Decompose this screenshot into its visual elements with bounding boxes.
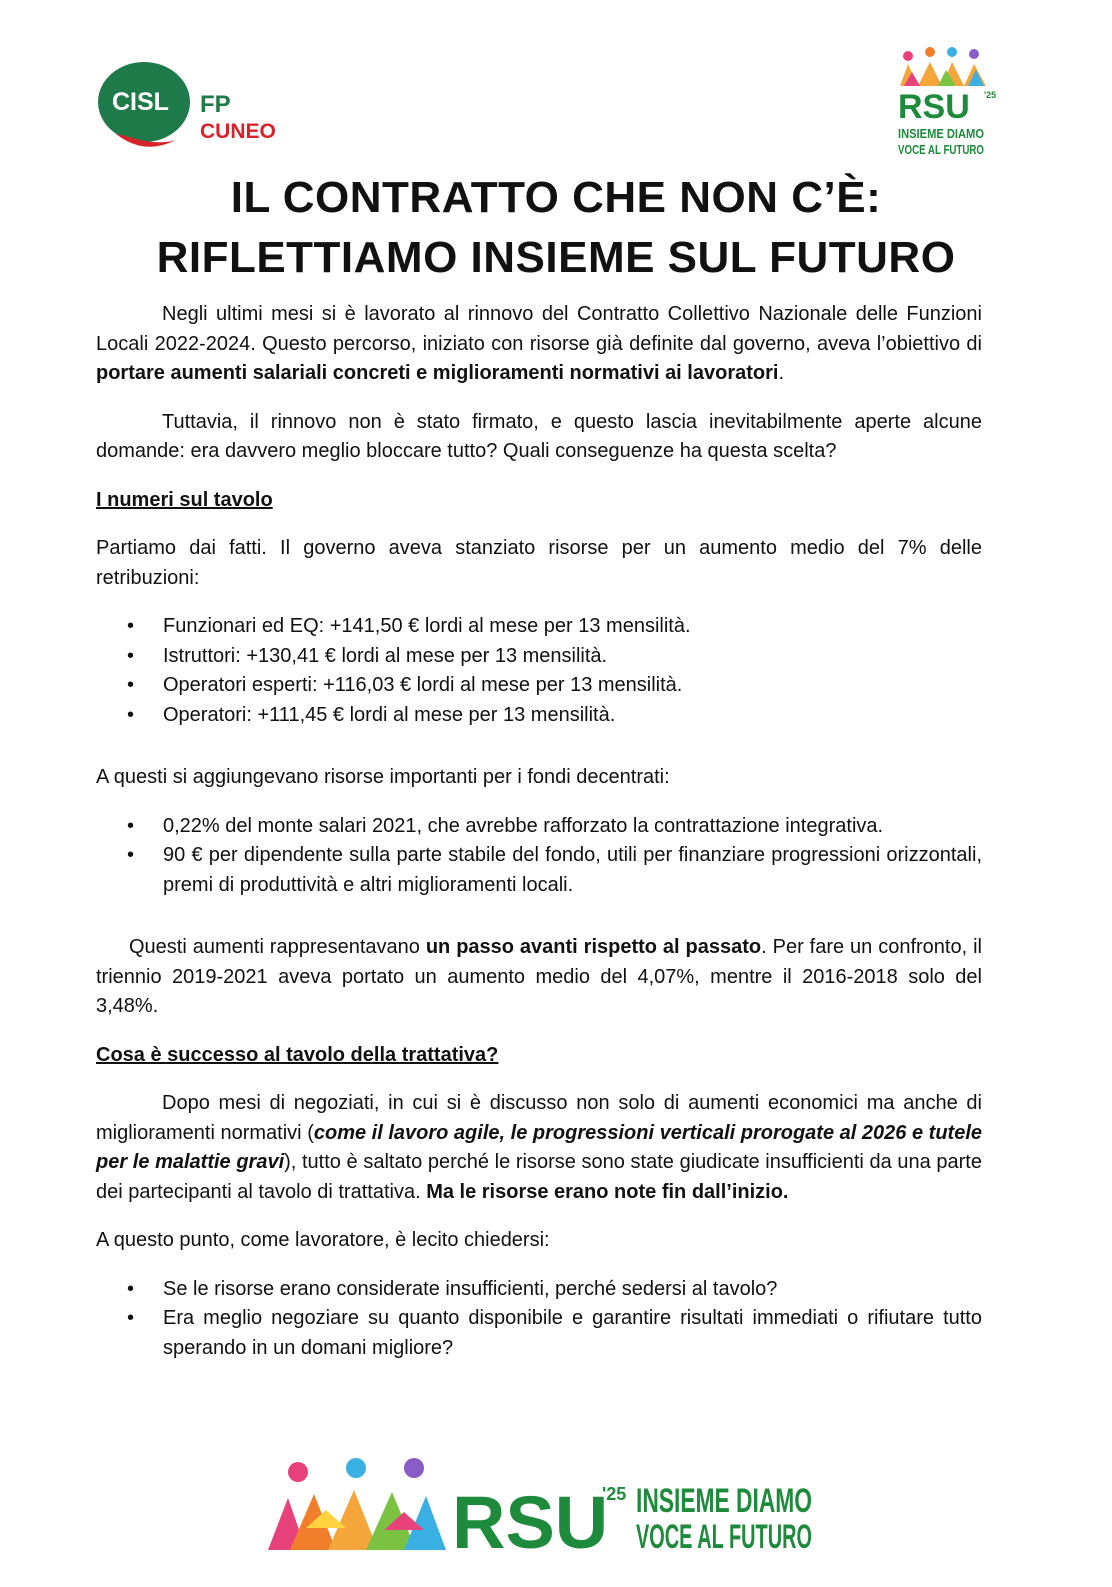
s2-p1-tail: ), tutto è saltato perché le risorse sono state giudicate insufficienti da una parte dei partecipanti al tavolo di trattativa. bbox=[96, 1151, 982, 1203]
rsu-year: '25 bbox=[984, 90, 997, 100]
decentralized-funds-list bbox=[96, 812, 982, 901]
section-heading-numbers: I numeri sul tavolo bbox=[96, 488, 273, 511]
section2-paragraph-1 bbox=[96, 1089, 982, 1207]
salary-increase-list bbox=[96, 612, 982, 730]
intro-p1-end: . bbox=[778, 362, 785, 384]
list-item: • 90 € per dipendente sulla parte stabile del fondo, utili per finanziare progressioni orizzontali, premi di produttività e altri miglioramenti locali. bbox=[96, 841, 982, 900]
rsu-banner-slogan-line2: VOCE AL FUTURO bbox=[636, 1518, 812, 1556]
rsu-people-icon bbox=[900, 47, 986, 86]
intro-paragraph-2: Tuttavia, il rinnovo non è stato firmato, e questo lascia inevitabilmente aperte alcune domande: era davvero meglio bloccare tutto? Quali conseguenze ha questa scelta? bbox=[96, 410, 982, 462]
section1-paragraph-3 bbox=[96, 933, 982, 1022]
section1-paragraph-2: A questi si aggiungevano risorse importanti per i fondi decentrati: bbox=[96, 766, 670, 788]
cisl-mark: CISL bbox=[112, 88, 169, 116]
rsu-wordmark: RSU bbox=[898, 88, 970, 126]
rsu-banner-year: '25 bbox=[602, 1484, 627, 1504]
rsu-slogan-line1: INSIEME DIAMO bbox=[898, 126, 984, 141]
list-item: • Operatori esperti: +116,03 € lordi al mese per 13 mensilità. bbox=[96, 671, 982, 701]
rsu-logo-top bbox=[898, 44, 998, 162]
page-title bbox=[0, 168, 1112, 288]
rsu-banner-wordmark: RSU bbox=[452, 1481, 609, 1564]
rsu-slogan-line2: VOCE AL FUTURO bbox=[898, 142, 984, 157]
list-item: • Era meglio negoziare su quanto disponibile e garantire risultati immediati o rifiutare tutto sperando in un domani migliore? bbox=[96, 1304, 982, 1363]
list-item: • Operatori: +111,45 € lordi al mese per 13 mensilità. bbox=[96, 701, 982, 731]
s2-p1-bold-italic: come il lavoro agile, le progressioni verticali prorogate al 2026 e tutele per le malattie gravi bbox=[96, 1121, 982, 1173]
section2-paragraph-2: A questo punto, come lavoratore, è lecito chiedersi: bbox=[96, 1229, 550, 1251]
intro-p1-bold: portare aumenti salariali concreti e miglioramenti normativi ai lavoratori bbox=[96, 362, 779, 384]
article-body bbox=[96, 300, 982, 1363]
cisl-fp-cuneo-logo bbox=[96, 60, 296, 160]
cisl-city: CUNEO bbox=[200, 120, 276, 143]
title-line-1: IL CONTRATTO CHE NON C’È: bbox=[230, 173, 882, 222]
title-line-2: RIFLETTIAMO INSIEME SUL FUTURO bbox=[156, 233, 956, 282]
rsu-logo-bottom bbox=[266, 1458, 826, 1564]
cisl-fp: FP bbox=[200, 91, 231, 118]
s2-p1-text: Dopo mesi di negoziati, in cui si è discusso non solo di aumenti economici ma anche di miglioramenti normativi ( bbox=[96, 1092, 982, 1144]
s1-p3-bold: un passo avanti rispetto al passato bbox=[425, 936, 762, 958]
questions-list bbox=[96, 1275, 982, 1364]
list-item: • Istruttori: +130,41 € lordi al mese per 13 mensilità. bbox=[96, 642, 982, 672]
section1-paragraph-1: Partiamo dai fatti. Il governo aveva stanziato risorse per un aumento medio del 7% delle retribuzioni: bbox=[96, 537, 982, 589]
rsu-banner-slogan-line1: INSIEME DIAMO bbox=[636, 1482, 812, 1520]
s1-p3-tail: . Per fare un confronto, il triennio 2019-2021 aveva portato un aumento medio del 4,07%, mentre il 2016-2018 solo del 3,48%. bbox=[96, 936, 982, 1017]
section-heading-negotiation: Cosa è successo al tavolo della trattativa? bbox=[96, 1043, 499, 1066]
list-item: • 0,22% del monte salari 2021, che avrebbe rafforzato la contrattazione integrativa. bbox=[96, 812, 982, 842]
intro-paragraph-1 bbox=[96, 300, 982, 389]
s1-p3-text: Questi aumenti rappresentavano bbox=[129, 936, 426, 958]
intro-p1-text: Negli ultimi mesi si è lavorato al rinnovo del Contratto Collettivo Nazionale delle Funzioni Locali 2022-2024. Questo percorso, iniziato con risorse già definite dal governo, aveva l’obiettivo di bbox=[96, 303, 982, 355]
s2-p1-bold: Ma le risorse erano note fin dall’inizio. bbox=[426, 1180, 789, 1203]
list-item: • Funzionari ed EQ: +141,50 € lordi al mese per 13 mensilità. bbox=[96, 612, 982, 642]
rsu-people-banner-icon bbox=[268, 1458, 446, 1550]
list-item: • Se le risorse erano considerate insufficienti, perché sedersi al tavolo? bbox=[96, 1275, 982, 1305]
